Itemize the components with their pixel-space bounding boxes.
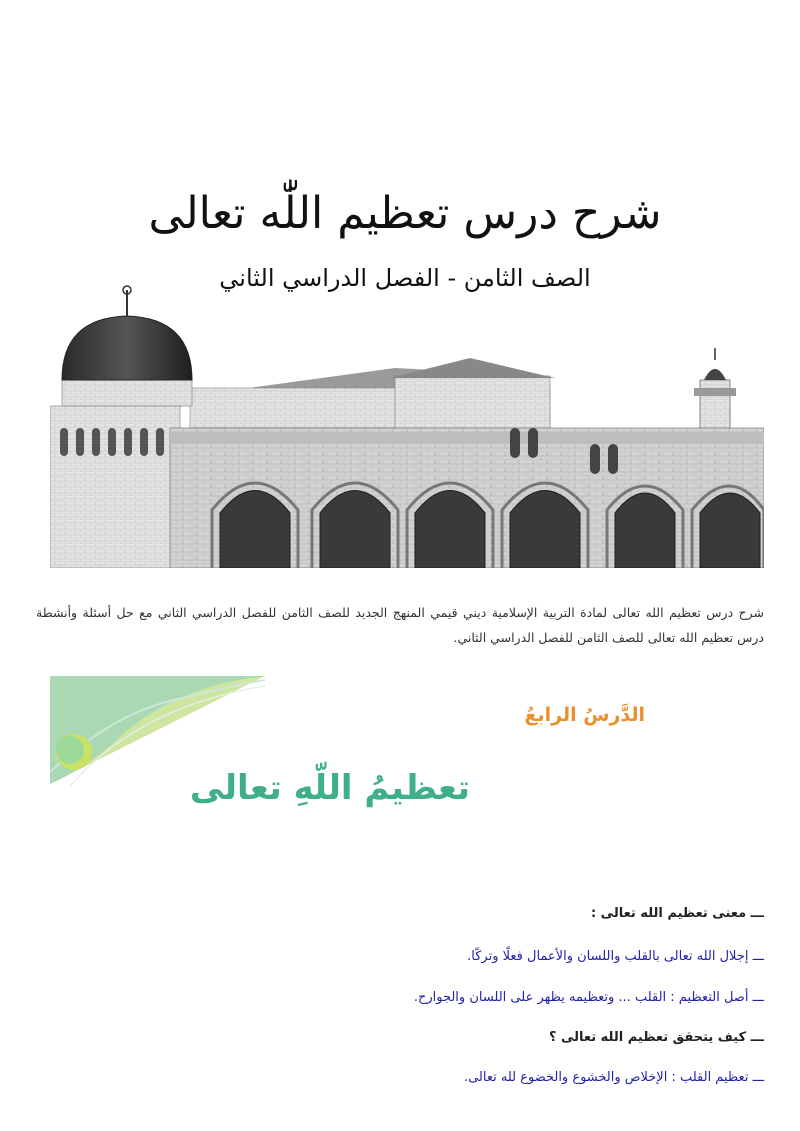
answer-heart: ـــ تعظيم القلب : الإخلاص والخشوع والخضوع لله تعالى.: [463, 1070, 764, 1085]
page-title: شرح درس تعظيم اللّٰه تعالى: [148, 188, 662, 239]
question-how: ـــ كيف يتحقق تعظيم الله تعالى ؟: [548, 1030, 764, 1045]
answer-meaning: ـــ إجلال الله تعالى بالقلب واللسان والأعمال فعلًا وتركًا.: [467, 949, 764, 964]
lesson-number: الدَّرسُ الرابعُ: [524, 704, 645, 726]
intro-paragraph: شرح درس تعظيم الله تعالى لمادة التربية الإسلامية ديني قيمي المنهج الجديد للصف الثامن للفصل الدراسي الثاني مع حل أسئلة وأنشطة درس تعظيم الله تعالى للصف الثامن للفصل الدراسي الثاني.: [36, 605, 764, 645]
mosque-illustration: [50, 268, 764, 568]
question-meaning: ـــ معنى تعظيم الله تعالى :: [590, 906, 764, 921]
lesson-title: تعظيمُ اللّهِ تعالى: [189, 768, 470, 808]
page-subtitle: الصف الثامن - الفصل الدراسي الثاني: [219, 264, 591, 292]
answer-origin: ـــ أصل التعظيم : القلب ... وتعظيمه يظهر على اللسان والجوارح.: [413, 990, 764, 1005]
